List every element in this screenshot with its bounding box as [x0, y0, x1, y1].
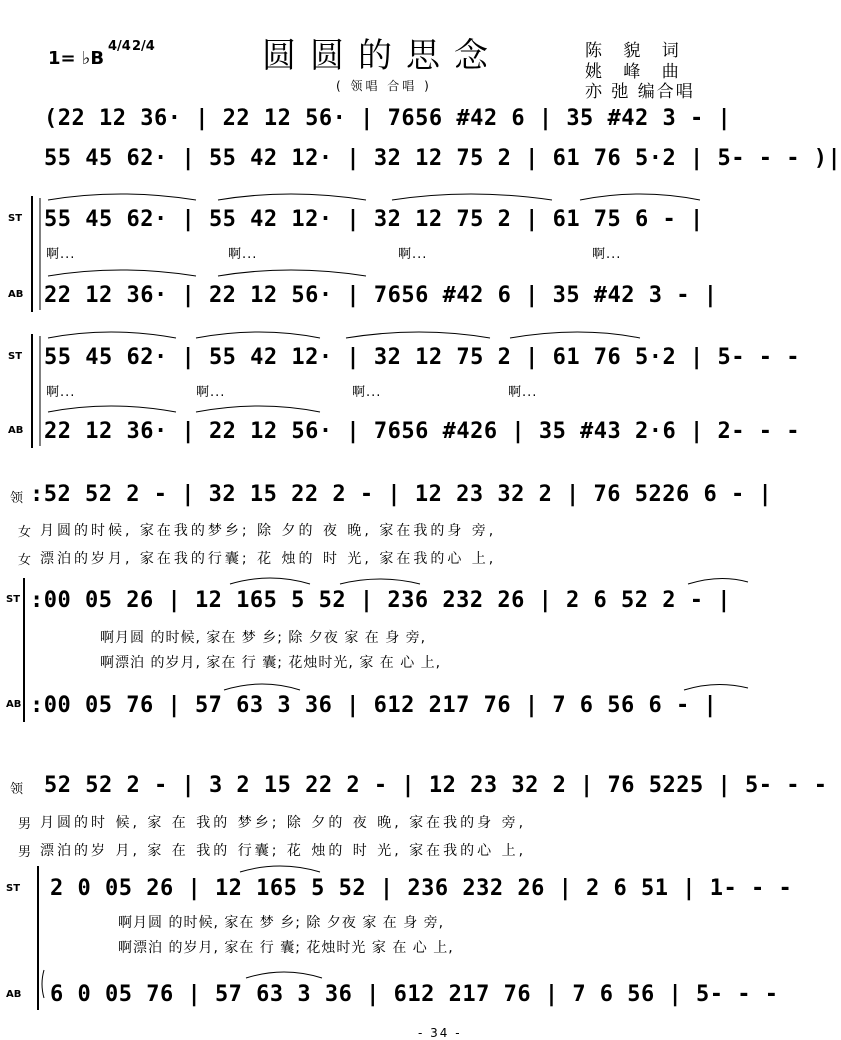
system4-lead-notes: 52 52 2 - | 3 2 15 22 2 - | 12 23 32 2 | 76 5225 | 5- - -: [44, 773, 828, 798]
slur: [688, 578, 748, 584]
slur: [196, 406, 320, 412]
system3-st-lyric-1: 啊月圆 的时候, 家在 梦 乡; 除 夕夜 家 在 身 旁,: [100, 630, 427, 646]
slur: [218, 270, 366, 276]
system2-lyric-1: 啊...: [46, 385, 76, 400]
slur: [240, 866, 320, 872]
ab-label: AB: [6, 989, 22, 1000]
slur: [196, 332, 320, 338]
system1-st-notes: 55 45 62· | 55 42 12· | 32 12 75 2 | 61 75 6 - |: [44, 207, 704, 232]
intro-line-1: (22 12 36· | 22 12 56· | 7656 #42 6 | 35 #42 3 - |: [44, 106, 732, 131]
slur: [48, 406, 176, 412]
slur: [48, 194, 196, 200]
system4-verse-1: 月圆的时 候, 家 在 我的 梦乡; 除 夕的 夜 晚, 家在我的身 旁,: [40, 815, 527, 831]
system3-st-notes: :00 05 26 | 12 165 5 52 | 236 232 26 | 2 6 52 2 - |: [30, 588, 732, 613]
system2-lyric-4: 啊...: [508, 385, 538, 400]
system4-verse-2: 漂泊的岁 月, 家 在 我的 行囊; 花 烛的 时 光, 家在我的心 上,: [40, 843, 527, 859]
slur: [218, 194, 366, 200]
slur: [684, 684, 748, 690]
time-signature-1: 4/4: [108, 39, 131, 54]
lyricist-credit: 陈 貌 词: [585, 41, 687, 61]
system2-st-notes: 55 45 62· | 55 42 12· | 32 12 75 2 | 61 76 5·2 | 5- - -: [44, 345, 800, 370]
system1-ab-notes: 22 12 36· | 22 12 56· | 7656 #42 6 | 35 #42 3 - |: [44, 283, 718, 308]
slur: [42, 970, 44, 998]
system3-ab-notes: :00 05 76 | 57 63 3 36 | 612 217 76 | 7 6 56 6 - |: [30, 693, 718, 718]
arranger-credit: 亦 弛 编合唱: [585, 82, 695, 102]
slur: [510, 332, 640, 338]
key-signature: 1= ♭B: [48, 48, 105, 69]
ab-label: AB: [8, 425, 24, 436]
male-label: 男: [18, 817, 32, 832]
system4-st-notes: 2 0 05 26 | 12 165 5 52 | 236 232 26 | 2 6 51 | 1- - -: [50, 876, 793, 901]
lead-label: 领: [10, 782, 24, 797]
system2-lyric-2: 啊...: [196, 385, 226, 400]
system4-ab-notes: 6 0 05 76 | 57 63 3 36 | 612 217 76 | 7 6 56 | 5- - -: [50, 982, 779, 1007]
st-label: ST: [8, 351, 23, 362]
slur: [224, 684, 300, 690]
system3-st-lyric-2: 啊漂泊 的岁月, 家在 行 囊; 花烛时光, 家 在 心 上,: [100, 655, 442, 671]
slur: [246, 972, 322, 978]
song-subtitle: ( 领唱 合唱 ): [336, 79, 432, 93]
system3-verse-1: 月圆的时候, 家在我的梦乡; 除 夕的 夜 晚, 家在我的身 旁,: [40, 523, 497, 539]
system1-lyric-4: 啊...: [592, 247, 622, 262]
slur: [48, 270, 196, 276]
slur: [392, 194, 552, 200]
male-label: 男: [18, 845, 32, 860]
st-label: ST: [8, 213, 23, 224]
system2-ab-notes: 22 12 36· | 22 12 56· | 7656 #426 | 35 #43 2·6 | 2- - -: [44, 419, 800, 444]
time-signature-2: 2/4: [132, 39, 155, 54]
page-number: - 34 -: [418, 1026, 462, 1040]
slur: [230, 578, 310, 584]
ab-label: AB: [8, 289, 24, 300]
system3-verse-2: 漂泊的岁月, 家在我的行囊; 花 烛的 时 光, 家在我的心 上,: [40, 551, 497, 567]
system1-lyric-1: 啊...: [46, 247, 76, 262]
system1-lyric-3: 啊...: [398, 247, 428, 262]
system4-st-lyric-2: 啊漂泊 的岁月, 家在 行 囊; 花烛时光 家 在 心 上,: [118, 940, 454, 956]
system4-st-lyric-1: 啊月圆 的时候, 家在 梦 乡; 除 夕夜 家 在 身 旁,: [118, 915, 445, 931]
slur: [346, 332, 490, 338]
st-label: ST: [6, 883, 21, 894]
system2-lyric-3: 啊...: [352, 385, 382, 400]
composer-credit: 姚 峰 曲: [585, 62, 687, 82]
st-label: ST: [6, 594, 21, 605]
female-label: 女: [18, 553, 32, 568]
intro-line-2: 55 45 62· | 55 42 12· | 32 12 75 2 | 61 76 5·2 | 5- - - )|: [44, 146, 841, 171]
female-label: 女: [18, 525, 32, 540]
lead-label: 领: [10, 491, 24, 506]
slur: [48, 332, 176, 338]
system1-lyric-2: 啊...: [228, 247, 258, 262]
slur: [580, 194, 700, 200]
song-title: 圆圆的思念: [262, 36, 502, 76]
system3-lead-notes: :52 52 2 - | 32 15 22 2 - | 12 23 32 2 | 76 5226 6 - |: [30, 482, 773, 507]
slur: [340, 579, 420, 584]
ab-label: AB: [6, 699, 22, 710]
